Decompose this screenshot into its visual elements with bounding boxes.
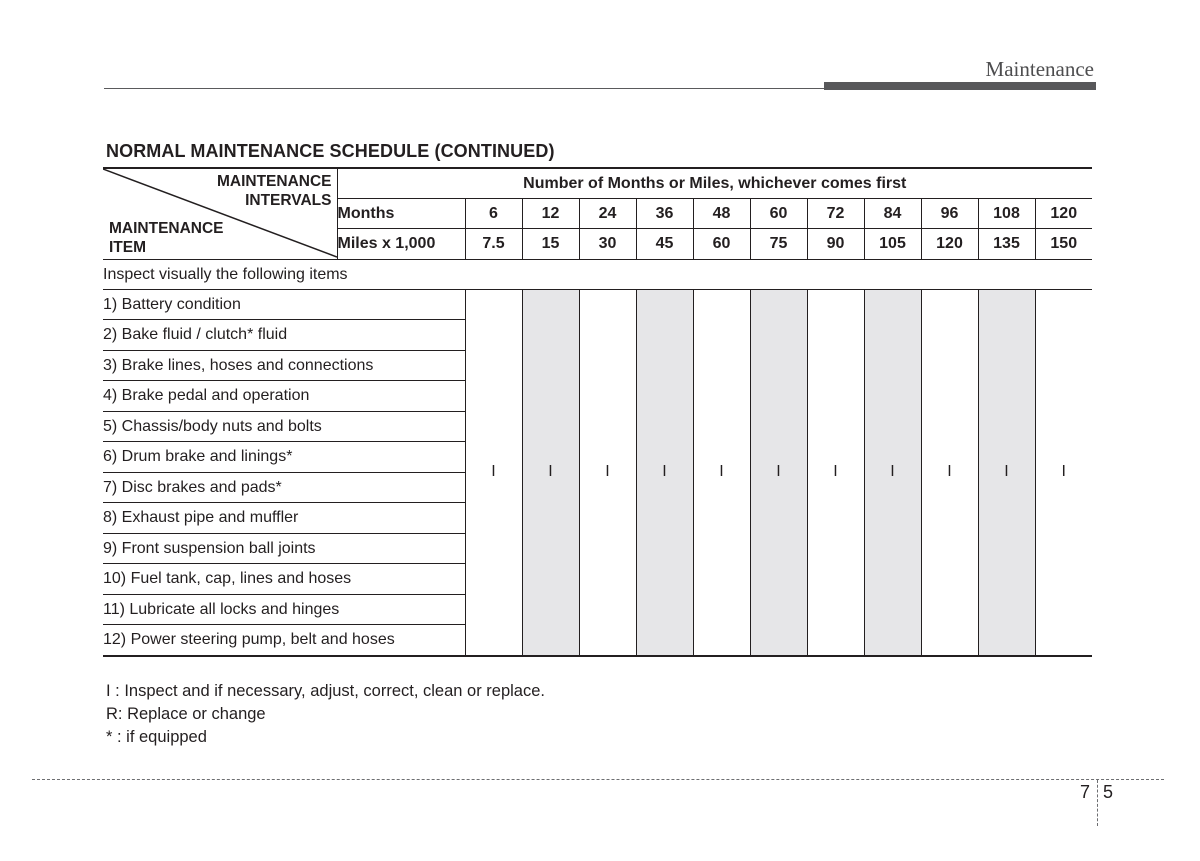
maintenance-intervals-label: [217, 172, 332, 210]
inspect-mark-cell: I: [807, 290, 864, 656]
maintenance-item-cell: 11) Lubricate all locks and hinges: [103, 595, 465, 625]
inspect-mark-cell: I: [864, 290, 921, 656]
maintenance-item-cell: 9) Front suspension ball joints: [103, 534, 465, 564]
maintenance-item-label: [109, 219, 224, 257]
page-header-title: Maintenance: [985, 57, 1094, 81]
miles-value-cell: 150: [1035, 229, 1092, 260]
months-value-cell: 60: [750, 199, 807, 229]
page-number-divider: [1097, 780, 1098, 826]
item-label-line-2: ITEM: [109, 239, 147, 256]
miles-value-cell: 15: [522, 229, 579, 260]
miles-value-cell: 7.5: [465, 229, 522, 260]
months-value-cell: 84: [864, 199, 921, 229]
legend-line: I : Inspect and if necessary, adjust, correct, clean or replace.: [106, 682, 545, 700]
months-value-cell: 6: [465, 199, 522, 229]
footer-rule: [32, 779, 1164, 780]
maintenance-item-cell: 1) Battery condition: [103, 290, 465, 320]
table-row: [103, 290, 1092, 320]
maintenance-item-cell: 8) Exhaust pipe and muffler: [103, 503, 465, 534]
inspect-mark-cell: I: [465, 290, 522, 656]
inspect-mark-cell: I: [1035, 290, 1092, 656]
maintenance-item-cell: 7) Disc brakes and pads*: [103, 473, 465, 503]
header-bar: [824, 82, 1096, 90]
miles-value-cell: 120: [921, 229, 978, 260]
maintenance-item-cell: 12) Power steering pump, belt and hoses: [103, 625, 465, 656]
intervals-label-line-1: MAINTENANCE: [216, 173, 332, 190]
months-label: Months: [337, 199, 465, 229]
legend: [106, 680, 545, 749]
inspect-heading-row: Inspect visually the following items: [103, 260, 1092, 290]
months-value-cell: 24: [579, 199, 636, 229]
months-value-cell: 96: [921, 199, 978, 229]
intervals-label-line-2: INTERVALS: [245, 192, 332, 209]
miles-value-cell: 75: [750, 229, 807, 260]
maintenance-item-cell: 10) Fuel tank, cap, lines and hoses: [103, 564, 465, 595]
maintenance-item-cell: 3) Brake lines, hoses and connections: [103, 351, 465, 381]
inspect-mark-cell: I: [693, 290, 750, 656]
inspect-mark-cell: I: [750, 290, 807, 656]
legend-line: R: Replace or change: [106, 705, 266, 723]
maintenance-item-cell: 2) Bake fluid / clutch* fluid: [103, 320, 465, 351]
inspect-mark-cell: I: [978, 290, 1035, 656]
interval-span-title: Number of Months or Miles, whichever comes first: [337, 168, 1092, 199]
miles-value-cell: 105: [864, 229, 921, 260]
section-title: NORMAL MAINTENANCE SCHEDULE (CONTINUED): [106, 141, 555, 161]
inspect-mark-cell: I: [579, 290, 636, 656]
legend-line: * : if equipped: [106, 728, 207, 746]
miles-value-cell: 60: [693, 229, 750, 260]
months-value-cell: 72: [807, 199, 864, 229]
inspect-mark-cell: I: [522, 290, 579, 656]
page-chapter-number: 7: [1080, 782, 1091, 802]
table-corner-header: [103, 168, 337, 260]
maintenance-item-cell: 4) Brake pedal and operation: [103, 381, 465, 412]
maintenance-schedule-table: [103, 167, 1092, 657]
miles-value-cell: 45: [636, 229, 693, 260]
header-rule: [104, 88, 824, 89]
miles-value-cell: 135: [978, 229, 1035, 260]
months-value-cell: 12: [522, 199, 579, 229]
inspect-mark-cell: I: [636, 290, 693, 656]
miles-value-cell: 30: [579, 229, 636, 260]
months-value-cell: 36: [636, 199, 693, 229]
months-value-cell: 108: [978, 199, 1035, 229]
months-value-cell: 120: [1035, 199, 1092, 229]
inspect-mark-cell: I: [921, 290, 978, 656]
item-label-line-1: MAINTENANCE: [109, 220, 224, 237]
maintenance-item-cell: 6) Drum brake and linings*: [103, 442, 465, 473]
maintenance-item-cell: 5) Chassis/body nuts and bolts: [103, 412, 465, 442]
months-value-cell: 48: [693, 199, 750, 229]
miles-label: Miles x 1,000: [337, 229, 465, 260]
miles-value-cell: 90: [807, 229, 864, 260]
page-number: 5: [1103, 782, 1114, 802]
